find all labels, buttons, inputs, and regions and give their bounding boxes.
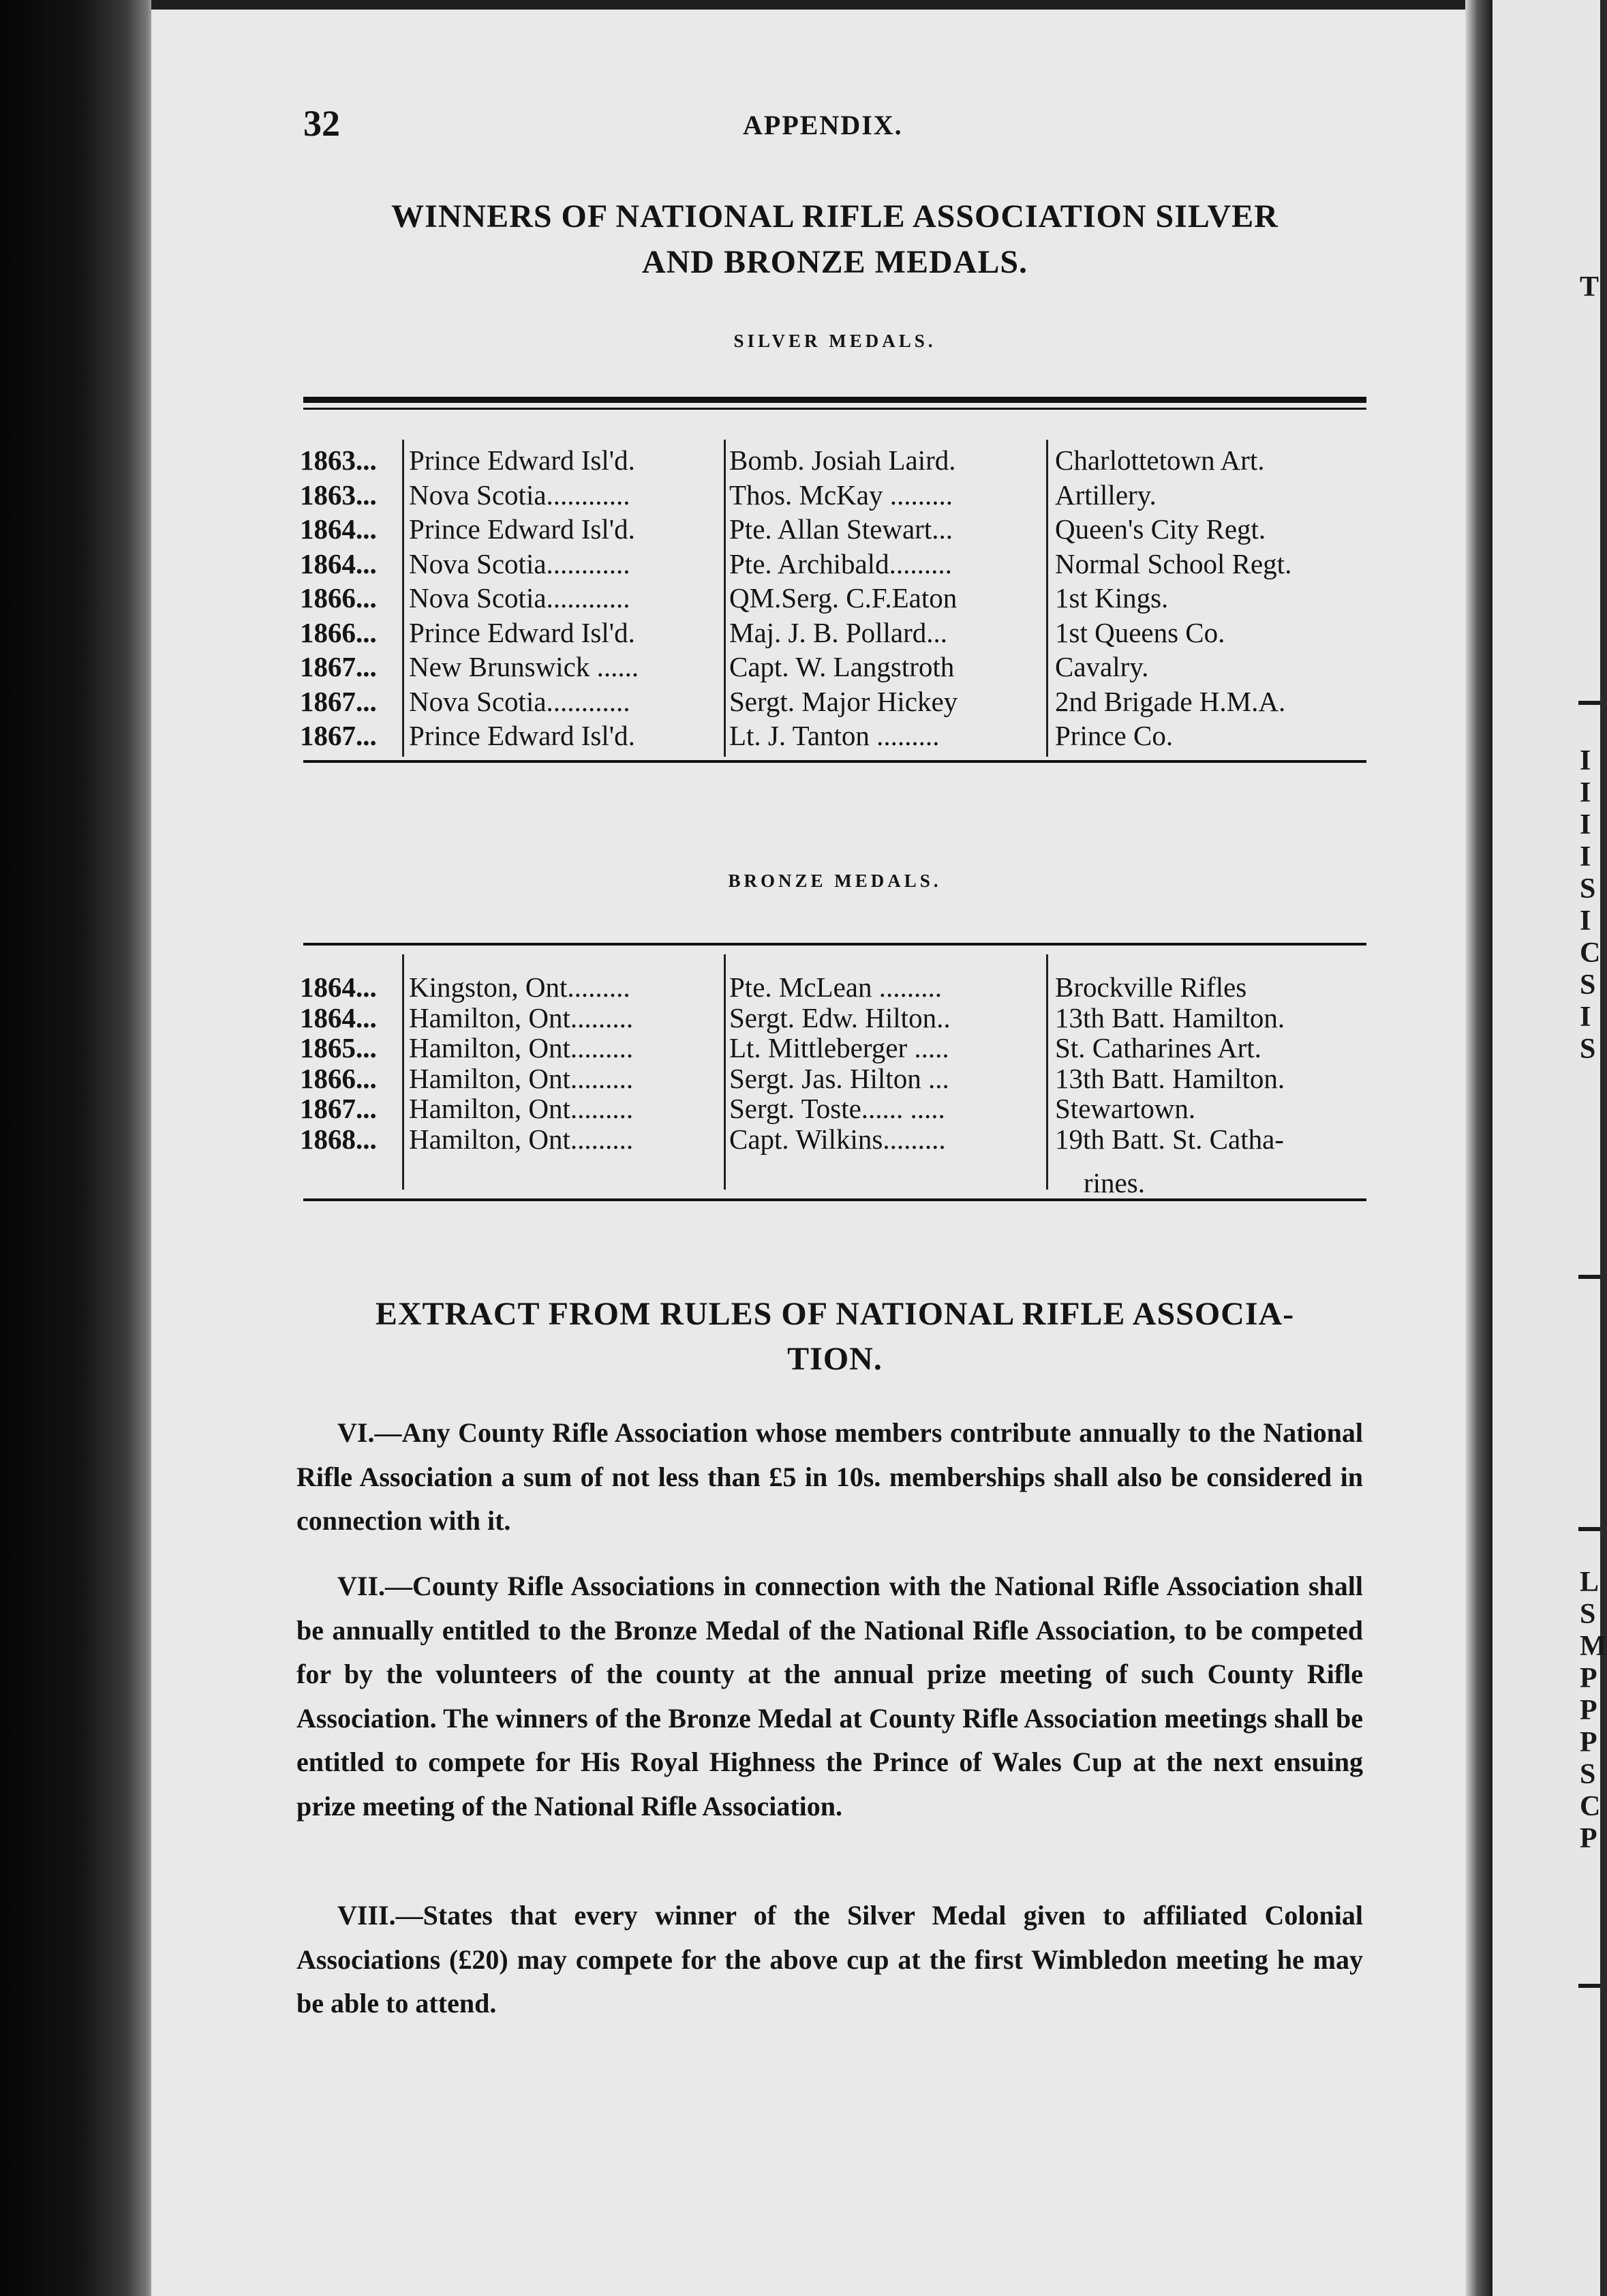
silver-medal-place-cell: Nova Scotia............ [409,582,630,614]
silver-medal-name-cell: Pte. Allan Stewart... [729,513,953,545]
bronze-table-bottom-rule [303,1198,1366,1201]
rule-viii-paragraph [296,1894,1363,2026]
extract-title-line2: TION. [787,1341,883,1377]
bronze-medal-corps-cell: Stewartown. [1055,1093,1196,1124]
silver-medal-corps-cell: Charlottetown Art. [1055,444,1265,476]
bronze-medals-heading: BRONZE MEDALS. [728,871,942,891]
silver-medal-corps-cell: 2nd Brigade H.M.A. [1055,685,1286,717]
facing-page-char: L [1580,1567,1600,1598]
bronze-medal-row [300,1093,1377,1124]
silver-medal-row [300,651,1377,682]
bronze-medal-row [300,1032,1377,1063]
silver-medal-year-cell: 1867... [300,720,377,751]
facing-page-char: I [1580,809,1591,841]
rule-viii-number: VIII. [337,1900,396,1931]
facing-page-dash [1578,1527,1600,1531]
running-head: APPENDIX. [743,110,903,140]
silver-table-bottom-rule [303,760,1366,763]
facing-page-dash [1578,1984,1600,1988]
facing-page-edge [1493,0,1600,2296]
silver-medals-heading: SILVER MEDALS. [733,331,936,351]
bronze-medal-year-cell: 1864... [300,971,377,1003]
silver-medal-place-cell: Prince Edward Isl'd. [409,616,635,648]
bronze-medal-year-cell: 1867... [300,1093,377,1124]
rule-vi-number: VI. [337,1417,375,1448]
bronze-medal-corps-cell: 13th Batt. Hamilton. [1055,1062,1285,1094]
silver-medal-year-cell: 1864... [300,513,377,545]
rule-viii-text: —States that every winner of the Silver Medal given to affiliated Colonial Associations (£20) may compete for the above cup at the first Wimbledon meeting he may be able to attend. [296,1900,1363,2019]
facing-page-char: S [1580,969,1596,1001]
silver-medal-row [300,548,1377,579]
bronze-medal-corps-cell: Brockville Rifles [1055,971,1247,1003]
silver-medal-place-cell: Nova Scotia............ [409,479,630,511]
silver-medal-row [300,513,1377,545]
facing-page-dash [1578,701,1600,705]
silver-table-top-rule-thin [303,408,1366,410]
silver-table-top-rule-thick [303,397,1366,403]
facing-page-char: C [1580,937,1601,969]
bronze-medal-place-cell: Hamilton, Ont......... [409,1123,634,1155]
silver-medal-year-cell: 1863... [300,444,377,476]
silver-medal-row [300,479,1377,511]
facing-page-char: C [1580,1791,1601,1822]
facing-page-char: I [1580,905,1591,937]
silver-medal-row [300,686,1377,717]
rule-vii-text: —County Rifle Associations in connection with the National Rifle Association shall be annually entitled to the Bronze Medal of the National Rifle Association, to be competed for by the volunteers of the county at the annual prize meeting of such County Rifle Association. The winners of the Bronze Medal at County Rifle Association meetings shall be entitled to compete for His Royal Highness the Prince of Wales Cup at the next ensuing prize meeting of the National Rifle Association. [296,1571,1363,1822]
bronze-medal-place-cell: Hamilton, Ont......... [409,1001,634,1033]
facing-page-char: I [1580,1001,1591,1033]
bronze-medal-row [300,971,1377,1003]
medals-title-line1: WINNERS OF NATIONAL RIFLE ASSOCIATION SILVER [391,198,1279,235]
facing-page-char: I [1580,777,1591,809]
rule-vii-number: VII. [337,1571,386,1601]
bronze-medal-place-cell: Kingston, Ont......... [409,971,630,1003]
silver-medal-row [300,617,1377,648]
facing-page-char: M [1580,1631,1607,1662]
extract-title-line1: EXTRACT FROM RULES OF NATIONAL RIFLE ASSOCIA- [375,1296,1295,1332]
bronze-medal-year-cell: 1866... [300,1062,377,1094]
silver-medal-place-cell: Prince Edward Isl'd. [409,720,635,751]
silver-medal-name-cell: Maj. J. B. Pollard... [729,616,948,648]
silver-medal-name-cell: Sergt. Major Hickey [729,685,958,717]
bronze-medal-corps-cell: 19th Batt. St. Catha- [1055,1123,1284,1155]
silver-medal-corps-cell: Queen's City Regt. [1055,513,1266,545]
bronze-medal-row [300,1063,1377,1094]
facing-page-char: S [1580,873,1596,905]
silver-medal-place-cell: Nova Scotia............ [409,685,630,717]
facing-page-char: P [1580,1663,1597,1694]
bronze-medal-year-cell: 1864... [300,1001,377,1033]
silver-medal-name-cell: Pte. Archibald......... [729,547,952,579]
silver-medal-place-cell: Prince Edward Isl'd. [409,513,635,545]
bronze-medal-corps-cell: St. Catharines Art. [1055,1032,1261,1063]
bronze-medal-row [300,1002,1377,1033]
bronze-table-top-rule [303,943,1366,946]
facing-page-char: I [1580,745,1591,776]
facing-page-char: S [1580,1033,1596,1065]
silver-medal-year-cell: 1863... [300,479,377,511]
silver-medal-place-cell: Nova Scotia............ [409,547,630,579]
bronze-medal-name-cell: Sergt. Edw. Hilton.. [729,1001,951,1033]
bronze-medal-row [300,1123,1377,1155]
silver-medal-year-cell: 1867... [300,651,377,682]
silver-medal-corps-cell: Prince Co. [1055,720,1174,751]
bronze-medal-place-cell: Hamilton, Ont......... [409,1093,634,1124]
silver-medal-row [300,444,1377,476]
silver-medal-name-cell: Capt. W. Langstroth [729,651,955,682]
rule-vii-paragraph [296,1565,1363,1828]
facing-page-char: T [1580,271,1600,303]
bronze-medal-year-cell: 1868... [300,1123,377,1155]
silver-medal-year-cell: 1866... [300,616,377,648]
facing-page-char: P [1580,1823,1597,1854]
bronze-medal-year-cell: 1865... [300,1032,377,1063]
rule-vi-text: —Any County Rifle Association whose members contribute annually to the National Rifle Association a sum of not less than £5 in 10s. memberships shall also be considered in connection with it. [296,1417,1363,1536]
bronze-corps-continuation: rines. [1084,1167,1145,1198]
silver-medal-year-cell: 1867... [300,685,377,717]
silver-medal-place-cell: Prince Edward Isl'd. [409,444,635,476]
bronze-medal-name-cell: Sergt. Toste...... ..... [729,1093,945,1124]
medals-title-line2: AND BRONZE MEDALS. [641,244,1028,280]
page-number: 32 [303,103,340,144]
facing-page-char: P [1580,1695,1597,1726]
bronze-medal-name-cell: Capt. Wilkins......... [729,1123,946,1155]
facing-page-char: I [1580,841,1591,873]
bronze-medal-place-cell: Hamilton, Ont......... [409,1032,634,1063]
bronze-medal-name-cell: Sergt. Jas. Hilton ... [729,1062,949,1094]
bronze-medal-name-cell: Lt. Mittleberger ..... [729,1032,949,1063]
silver-medal-name-cell: Bomb. Josiah Laird. [729,444,956,476]
silver-medal-name-cell: Thos. McKay ......... [729,479,953,511]
silver-medal-row [300,582,1377,614]
silver-medal-corps-cell: 1st Queens Co. [1055,616,1225,648]
bronze-medal-place-cell: Hamilton, Ont......... [409,1062,634,1094]
page-top-edge [151,0,1487,10]
silver-medal-corps-cell: Cavalry. [1055,651,1149,682]
silver-medal-name-cell: Lt. J. Tanton ......... [729,720,940,751]
silver-medal-place-cell: New Brunswick ...... [409,651,639,682]
facing-page-char: P [1580,1727,1597,1758]
silver-medal-corps-cell: Artillery. [1055,479,1157,511]
facing-page-char: S [1580,1599,1596,1630]
facing-page-char: S [1580,1759,1596,1790]
silver-medal-name-cell: QM.Serg. C.F.Eaton [729,582,958,614]
silver-medal-corps-cell: Normal School Regt. [1055,547,1292,579]
book-spine-shadow [0,0,157,2296]
silver-medal-year-cell: 1864... [300,547,377,579]
page-gutter [1465,0,1493,2296]
bronze-medal-name-cell: Pte. McLean ......... [729,971,942,1003]
silver-medal-corps-cell: 1st Kings. [1055,582,1169,614]
rule-vi-paragraph [296,1411,1363,1543]
bronze-medal-corps-cell: 13th Batt. Hamilton. [1055,1001,1285,1033]
facing-page-dash [1578,1275,1600,1279]
silver-medal-row [300,720,1377,751]
silver-medal-year-cell: 1866... [300,582,377,614]
